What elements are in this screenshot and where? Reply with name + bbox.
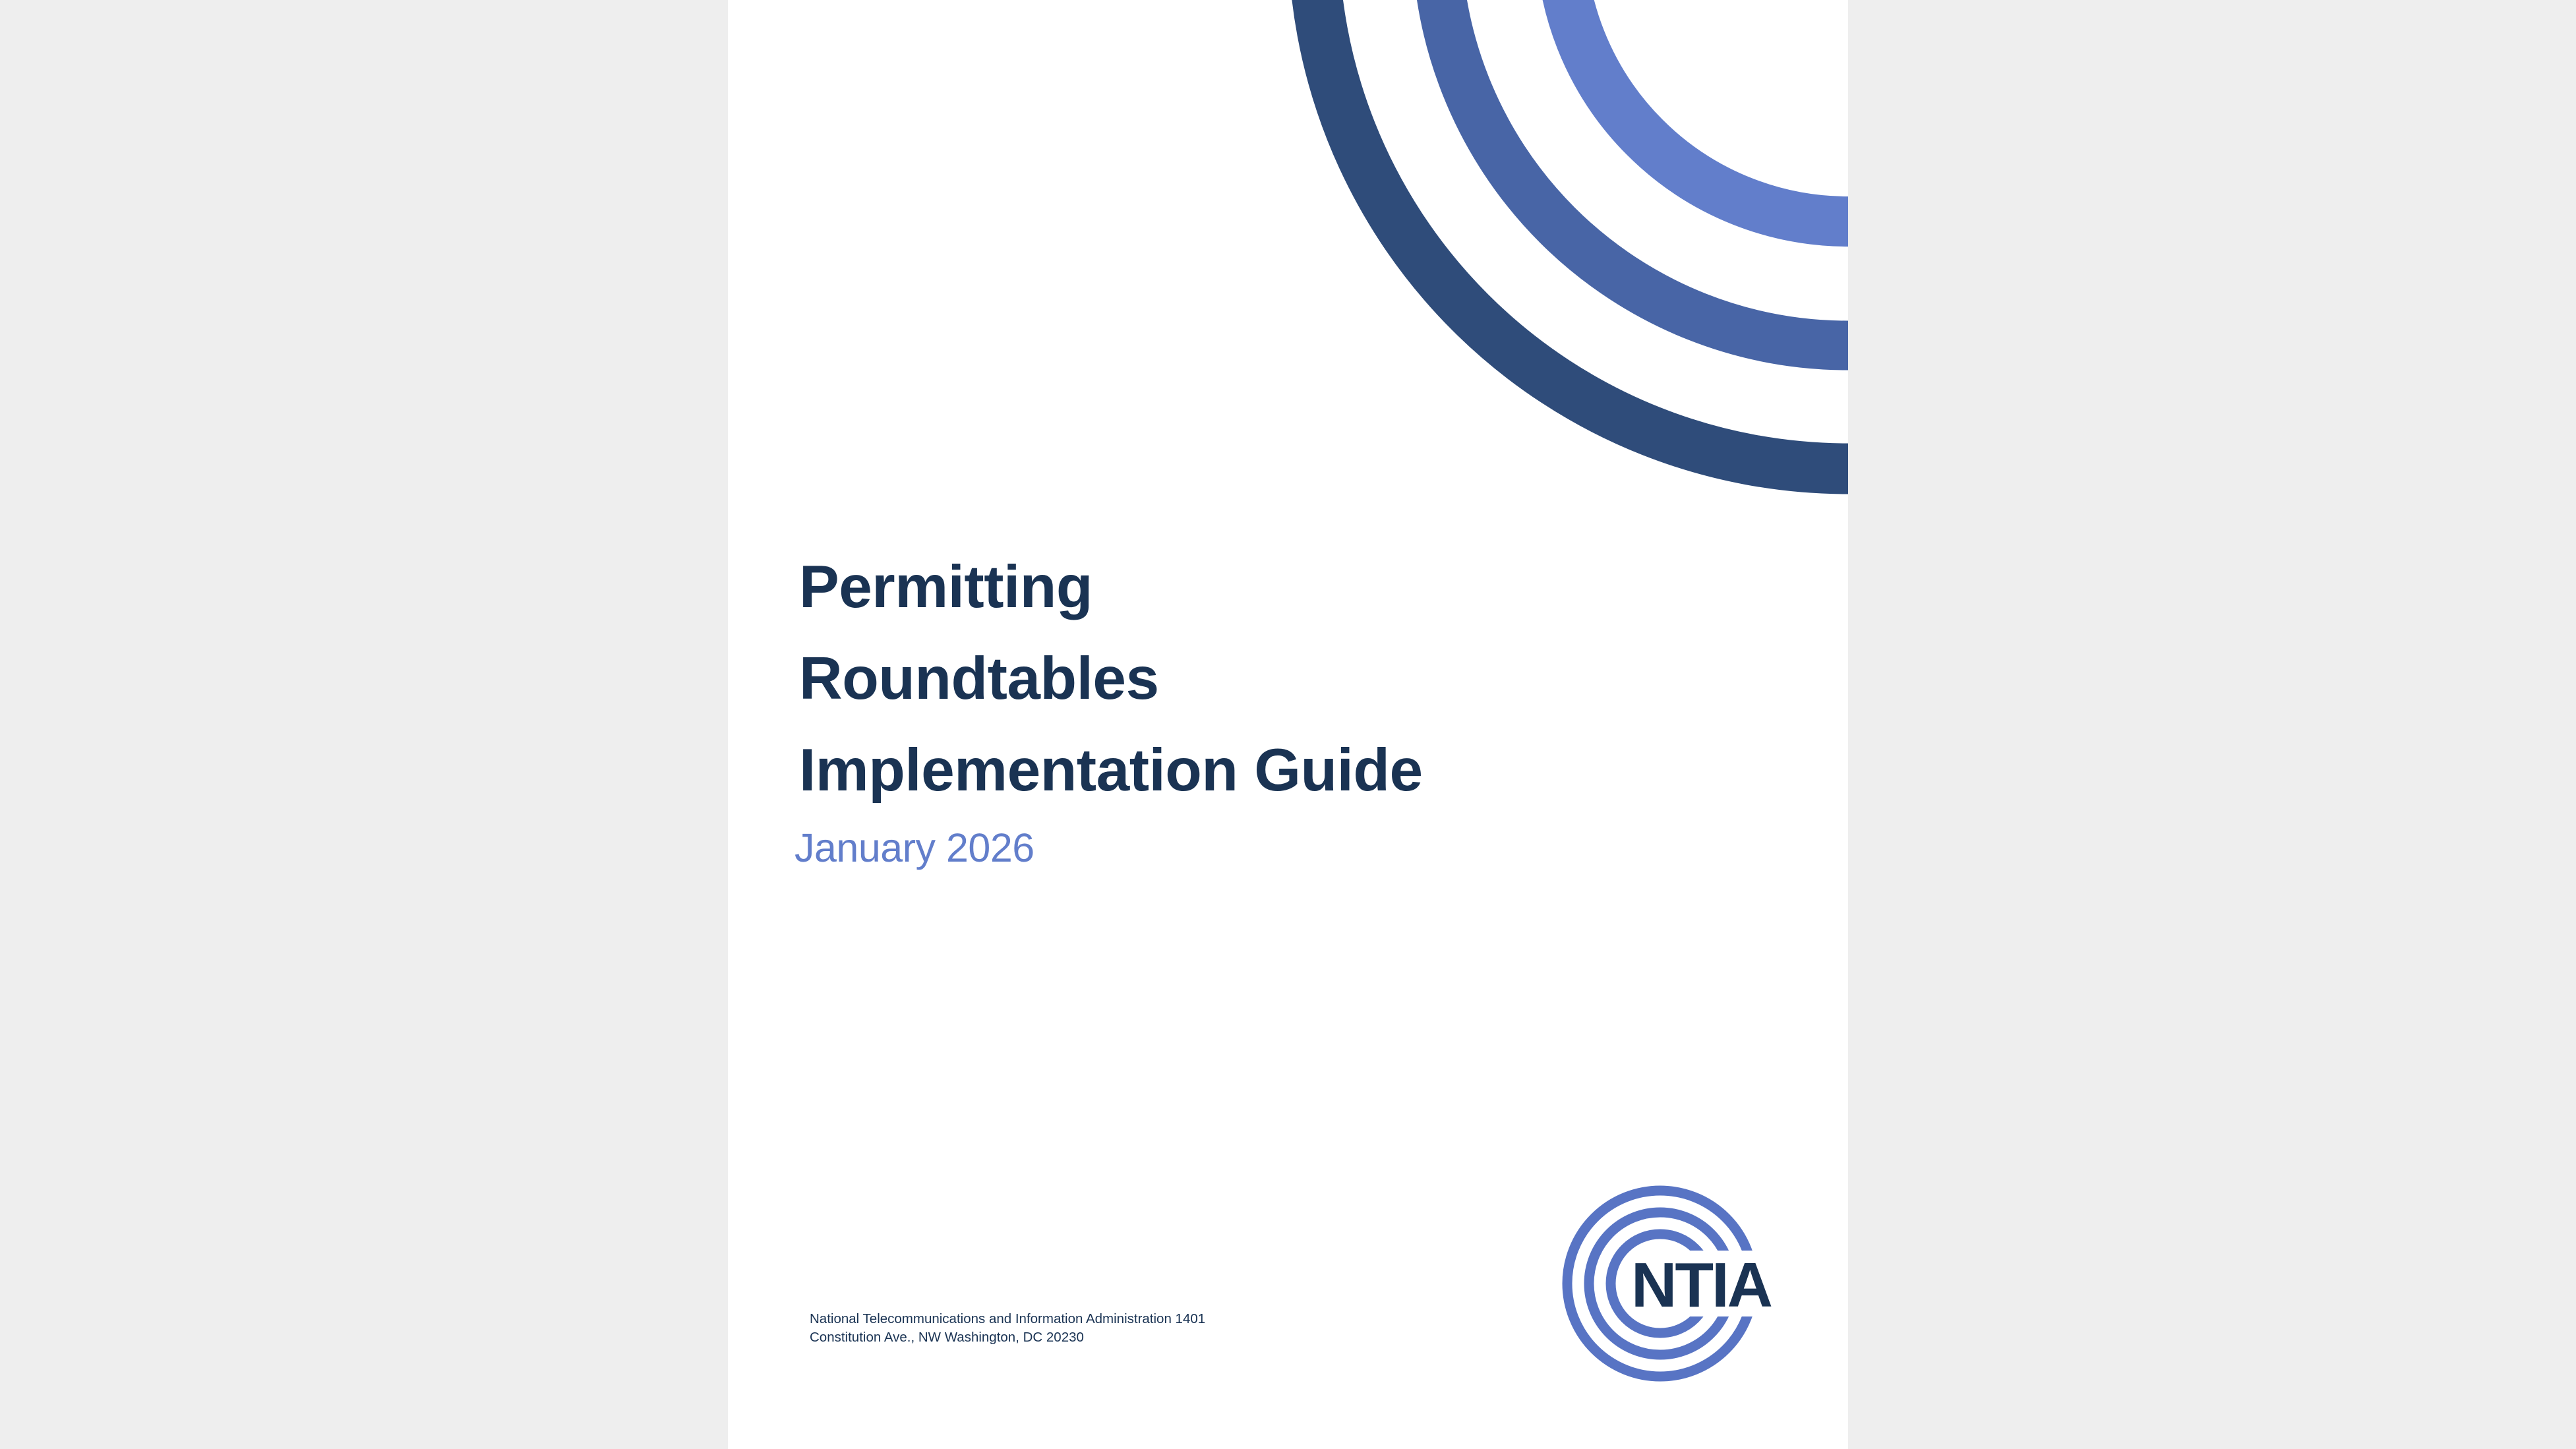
publication-date: January 2026 <box>794 825 1034 870</box>
title-line-2: Roundtables <box>799 645 1159 712</box>
ntia-logo <box>1559 1181 1770 1386</box>
logo-text: NTIA <box>1631 1250 1771 1320</box>
address-block <box>810 1310 1205 1347</box>
title-line-3: Implementation Guide <box>799 737 1423 804</box>
document-page <box>728 0 1848 1449</box>
inner-arc <box>1561 0 1848 222</box>
middle-arc <box>1437 0 1848 345</box>
address-line-2: Constitution Ave., NW Washington, DC 20230 <box>810 1330 1084 1345</box>
address-line-1: National Telecommunications and Information Administration 1401 <box>810 1311 1206 1326</box>
title-line-1: Permitting <box>799 554 1093 620</box>
